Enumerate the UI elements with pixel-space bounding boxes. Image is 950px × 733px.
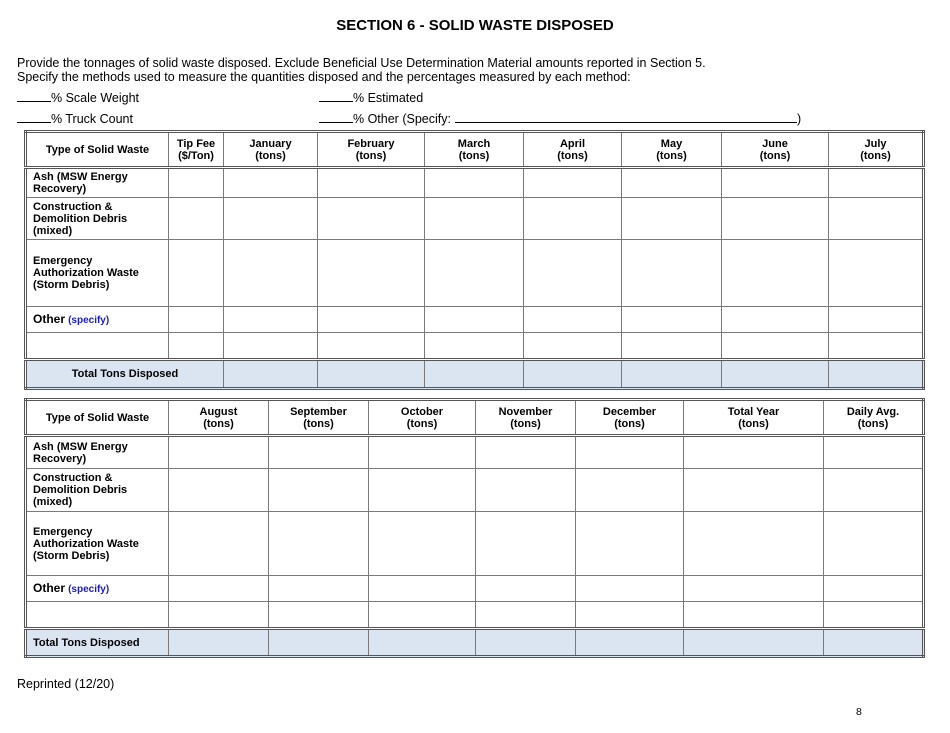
- cell-input[interactable]: [622, 333, 722, 360]
- cell-input[interactable]: [425, 240, 524, 307]
- header-daily-avg: Daily Avg. (tons): [824, 400, 924, 436]
- header-september: September (tons): [269, 400, 369, 436]
- header-february: February (tons): [318, 132, 425, 168]
- instructions: [17, 56, 706, 84]
- scale-weight-field: [17, 91, 139, 105]
- cell-input[interactable]: [476, 469, 576, 512]
- cell-input[interactable]: [169, 512, 269, 576]
- cell-input[interactable]: [369, 469, 476, 512]
- cell-input[interactable]: [824, 629, 924, 657]
- other-specify-input[interactable]: [455, 112, 797, 123]
- cell-input[interactable]: [169, 307, 224, 333]
- cell-input[interactable]: [425, 198, 524, 240]
- header-october: October (tons): [369, 400, 476, 436]
- cell-input[interactable]: [369, 436, 476, 469]
- cell-input[interactable]: [269, 436, 369, 469]
- cell-input[interactable]: [524, 198, 622, 240]
- cell-input[interactable]: [684, 576, 824, 602]
- cell-input[interactable]: [622, 198, 722, 240]
- row-label-cdd: Construction & Demolition Debris (mixed): [26, 198, 169, 240]
- instruction-line-2: Specify the methods used to measure the quantities disposed and the percentages measured by each method:: [17, 70, 631, 84]
- cell-input[interactable]: [169, 629, 269, 657]
- cell-input[interactable]: [684, 512, 824, 576]
- cell-input[interactable]: [169, 198, 224, 240]
- instruction-line-1: Provide the tonnages of solid waste disposed. Exclude Beneficial Use Determination Material amounts reported in Section 5.: [17, 56, 706, 70]
- header-type: Type of Solid Waste: [26, 132, 169, 168]
- row-other-blank: [26, 602, 924, 629]
- header-december: December (tons): [576, 400, 684, 436]
- row-label-ash: Ash (MSW Energy Recovery): [26, 436, 169, 469]
- cell-input[interactable]: [169, 576, 269, 602]
- cell-input[interactable]: [269, 469, 369, 512]
- specify-label: (specify): [68, 314, 110, 326]
- scale-weight-input[interactable]: [17, 91, 51, 102]
- page-number: 8: [856, 706, 862, 718]
- other-method-field: [319, 112, 801, 126]
- cell-input[interactable]: [318, 198, 425, 240]
- other-specify-input[interactable]: [26, 333, 169, 360]
- cell-input[interactable]: [576, 602, 684, 629]
- cell-input[interactable]: [824, 512, 924, 576]
- estimated-label: % Estimated: [353, 91, 424, 105]
- cell-input[interactable]: [476, 629, 576, 657]
- cell-input[interactable]: [524, 168, 622, 198]
- header-march: March (tons): [425, 132, 524, 168]
- cell-input[interactable]: [224, 198, 318, 240]
- cell-input[interactable]: [169, 602, 269, 629]
- cell-input[interactable]: [824, 602, 924, 629]
- cell-input[interactable]: [169, 333, 224, 360]
- cell-input[interactable]: [369, 512, 476, 576]
- cell-input[interactable]: [224, 168, 318, 198]
- reprint-date: Reprinted (12/20): [17, 677, 115, 691]
- monthly-table-jan-jul: [24, 130, 925, 390]
- other-percent-input[interactable]: [319, 112, 353, 123]
- cell-input[interactable]: [684, 629, 824, 657]
- cell-input[interactable]: [824, 469, 924, 512]
- cell-input[interactable]: [829, 240, 924, 307]
- row-ash: [26, 168, 924, 198]
- cell-input[interactable]: [269, 602, 369, 629]
- cell-input[interactable]: [524, 240, 622, 307]
- estimated-input[interactable]: [319, 91, 353, 102]
- row-other: [26, 576, 924, 602]
- cell-input[interactable]: [169, 436, 269, 469]
- cell-input[interactable]: [369, 629, 476, 657]
- other-method-label: % Other (Specify:: [353, 112, 451, 126]
- cell-input[interactable]: [722, 198, 829, 240]
- cell-input[interactable]: [524, 333, 622, 360]
- scale-weight-label: % Scale Weight: [51, 91, 140, 105]
- cell-input[interactable]: [829, 307, 924, 333]
- header-january: January (tons): [224, 132, 318, 168]
- row-emergency: [26, 512, 924, 576]
- cell-input[interactable]: [476, 576, 576, 602]
- truck-count-input[interactable]: [17, 112, 51, 123]
- cell-input[interactable]: [318, 307, 425, 333]
- cell-input[interactable]: [722, 307, 829, 333]
- row-total: [26, 360, 924, 389]
- cell-input[interactable]: [722, 360, 829, 389]
- other-label: Other: [33, 311, 66, 326]
- row-label-emergency: Emergency Authorization Waste (Storm Debris): [26, 240, 169, 307]
- header-may: May (tons): [622, 132, 722, 168]
- header-july: July (tons): [829, 132, 924, 168]
- cell-input[interactable]: [829, 198, 924, 240]
- specify-label: (specify): [68, 583, 110, 595]
- cell-input[interactable]: [524, 307, 622, 333]
- cell-input[interactable]: [318, 333, 425, 360]
- cell-input[interactable]: [576, 512, 684, 576]
- row-other: [26, 307, 924, 333]
- row-label-emergency: Emergency Authorization Waste (Storm Debris): [26, 512, 169, 576]
- cell-input[interactable]: [576, 576, 684, 602]
- cell-input[interactable]: [622, 307, 722, 333]
- cell-input[interactable]: [425, 168, 524, 198]
- cell-input[interactable]: [169, 168, 224, 198]
- cell-input[interactable]: [269, 512, 369, 576]
- other-specify-input[interactable]: [26, 602, 169, 629]
- header-april: April (tons): [524, 132, 622, 168]
- cell-input[interactable]: [829, 168, 924, 198]
- cell-input[interactable]: [224, 307, 318, 333]
- cell-input[interactable]: [369, 602, 476, 629]
- header-type: Type of Solid Waste: [26, 400, 169, 436]
- cell-input[interactable]: [169, 469, 269, 512]
- row-emergency: [26, 240, 924, 307]
- section-title: SECTION 6 - SOLID WASTE DISPOSED: [336, 17, 614, 34]
- cell-input[interactable]: [318, 240, 425, 307]
- cell-input[interactable]: [722, 168, 829, 198]
- cell-input[interactable]: [318, 168, 425, 198]
- row-ash: [26, 436, 924, 469]
- cell-input[interactable]: [169, 240, 224, 307]
- cell-input[interactable]: [824, 436, 924, 469]
- cell-input[interactable]: [576, 629, 684, 657]
- cell-input[interactable]: [576, 469, 684, 512]
- row-other-blank: [26, 333, 924, 360]
- row-label-other: [26, 576, 169, 602]
- cell-input[interactable]: [269, 576, 369, 602]
- cell-input[interactable]: [269, 629, 369, 657]
- cell-input[interactable]: [224, 240, 318, 307]
- cell-input[interactable]: [622, 168, 722, 198]
- cell-input[interactable]: [824, 576, 924, 602]
- cell-input[interactable]: [524, 360, 622, 389]
- cell-input[interactable]: [622, 360, 722, 389]
- total-tons-label: Total Tons Disposed: [26, 629, 169, 657]
- cell-input[interactable]: [476, 602, 576, 629]
- total-tons-label: Total Tons Disposed: [26, 360, 224, 389]
- cell-input[interactable]: [722, 240, 829, 307]
- monthly-table-aug-dec: [24, 398, 925, 658]
- header-total-year: Total Year (tons): [684, 400, 824, 436]
- row-label-ash: Ash (MSW Energy Recovery): [26, 168, 169, 198]
- header-june: June (tons): [722, 132, 829, 168]
- cell-input[interactable]: [829, 333, 924, 360]
- cell-input[interactable]: [369, 576, 476, 602]
- row-total: [26, 629, 924, 657]
- cell-input[interactable]: [684, 469, 824, 512]
- row-cdd: [26, 469, 924, 512]
- other-label: Other: [33, 580, 66, 595]
- cell-input[interactable]: [224, 333, 318, 360]
- cell-input[interactable]: [622, 240, 722, 307]
- cell-input[interactable]: [576, 436, 684, 469]
- truck-count-label: % Truck Count: [51, 112, 133, 126]
- cell-input[interactable]: [722, 333, 829, 360]
- cell-input[interactable]: [476, 512, 576, 576]
- header-august: August (tons): [169, 400, 269, 436]
- cell-input[interactable]: [224, 360, 318, 389]
- cell-input[interactable]: [829, 360, 924, 389]
- cell-input[interactable]: [425, 333, 524, 360]
- cell-input[interactable]: [476, 436, 576, 469]
- cell-input[interactable]: [425, 307, 524, 333]
- other-close-paren: ): [796, 112, 802, 126]
- cell-input[interactable]: [318, 360, 425, 389]
- row-label-cdd: Construction & Demolition Debris (mixed): [26, 469, 169, 512]
- estimated-field: [319, 91, 423, 105]
- row-label-other: [26, 307, 169, 333]
- header-tip-fee: Tip Fee ($/Ton): [169, 132, 224, 168]
- cell-input[interactable]: [425, 360, 524, 389]
- cell-input[interactable]: [684, 436, 824, 469]
- truck-count-field: [17, 112, 133, 126]
- row-cdd: [26, 198, 924, 240]
- cell-input[interactable]: [684, 602, 824, 629]
- header-november: November (tons): [476, 400, 576, 436]
